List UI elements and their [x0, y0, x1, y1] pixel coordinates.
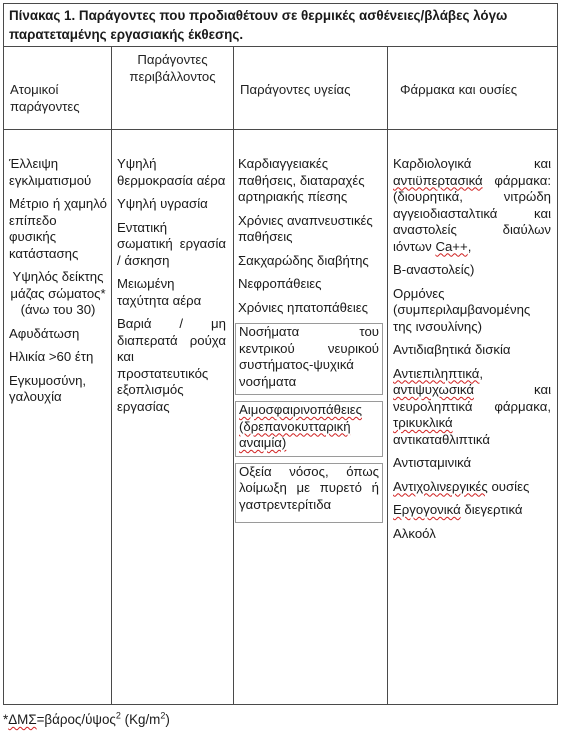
header-environment-factors: Παράγοντες περιβάλλοντος	[129, 52, 216, 84]
text-span: διεγερτικά	[460, 502, 523, 517]
footnote	[3, 711, 170, 729]
misspelled-word: Αντιχολινεργικές	[393, 478, 488, 494]
column-individual-factors	[3, 156, 111, 413]
header-drugs-substances: Φάρμακα και ουσίες	[400, 82, 518, 97]
text-span: ,	[467, 238, 472, 254]
header-individual-factors: Ατομικοί παράγοντες	[10, 82, 80, 114]
list-item: Ορμόνες (συμπεριλαμβανομένης της ινσουλίνης)	[393, 285, 531, 334]
column-environment-factors	[111, 156, 232, 422]
list-item: Σακχαρώδης διαβήτης	[238, 252, 369, 268]
misspelled-word: Ca++	[435, 238, 468, 254]
column-health-factors	[233, 156, 386, 529]
list-item: Μέτριο ή χαμηλό επίπεδο φυσικής κατάστασης	[9, 196, 107, 261]
text-span: =βάρος/ύψος	[36, 712, 116, 727]
list-item	[393, 156, 551, 255]
list-item: Χρόνιες ηπατοπάθειες	[238, 299, 369, 315]
list-item: Υψηλή υγρασία	[117, 196, 208, 211]
list-item: Υψηλή θερμοκρασία αέρα	[117, 156, 226, 188]
text-span: *	[3, 712, 9, 727]
list-item: Χρόνιες αναπνευστικές παθήσεις	[238, 212, 373, 244]
text-span: (Kg/m	[120, 712, 161, 727]
list-item: Μειωμένη ταχύτητα αέρα	[117, 276, 202, 308]
text-span: ,	[479, 365, 484, 381]
list-item	[393, 479, 551, 496]
misspelled-word: Αιμοσφαιρινοπάθειες (δρεπανοκυτταρική αναιμία)	[239, 402, 362, 450]
list-item: Εντατική σωματική εργασία / άσκηση	[117, 219, 226, 268]
text-span: Καρδιολογικά και	[393, 156, 551, 171]
misspelled-word: ΔΜΣ	[8, 712, 37, 727]
list-item: Έλλειψη εγκλιματισμού	[9, 156, 92, 188]
list-item: Β-αναστολείς)	[393, 262, 475, 277]
list-item	[393, 502, 551, 519]
header-health-factors: Παράγοντες υγείας	[240, 82, 351, 97]
misspelled-word: Εργογονικά	[393, 502, 461, 517]
superscript: 2	[115, 710, 121, 721]
list-item: Ηλικία >60 έτη	[9, 349, 94, 364]
list-item: Αντισταμινικά	[393, 455, 472, 470]
list-item: Νεφροπάθειες	[238, 276, 322, 291]
superscript: 2	[160, 710, 166, 721]
list-item: Οξεία νόσος, όπως λοίμωξη με πυρετό ή γαστρεντερίτιδα	[235, 463, 383, 523]
misspelled-word: Αντιεπιληπτικά	[393, 365, 480, 381]
list-item: Καρδιαγγειακές παθήσεις, διαταραχές αρτηριακής πίεσης	[238, 156, 365, 204]
list-item: Υψηλός δείκτης μάζας σώματος* (άνω του 30)	[10, 269, 106, 317]
list-item	[393, 366, 551, 449]
list-item: Βαριά / μη διαπερατά ρούχα και προστατευτικός εξοπλισμός εργασίας	[117, 316, 226, 414]
text-span: και νευροληπτικά φάρμακα,	[393, 382, 551, 414]
misspelled-word: αντιϋπερτασικά	[393, 172, 483, 188]
misspelled-word: τρικυκλικά	[393, 415, 453, 430]
column-drugs-substances	[387, 156, 557, 549]
text-span: αντικαταθλιπτικά	[393, 431, 490, 447]
list-item: Αλκοόλ	[393, 525, 436, 541]
table-title: Πίνακας 1. Παράγοντες που προδιαθέτουν σε θερμικές ασθένειες/βλάβες λόγω παρατεταμένης εργασιακής έκθεσης.	[4, 4, 557, 47]
list-item: Εγκυμοσύνη, γαλουχία	[9, 372, 87, 404]
list-item	[235, 401, 383, 457]
misspelled-word: αντιψυχωσικά	[393, 382, 474, 397]
text-span: )	[165, 712, 170, 727]
list-item: Αντιδιαβητικά δισκία	[393, 342, 511, 357]
text-span: ουσίες	[487, 478, 530, 494]
list-item: Αφυδάτωση	[9, 325, 80, 341]
list-item: Νοσήματα του κεντρικού νευρικού συστήματος-ψυχικά νοσήματα	[235, 323, 383, 395]
text-span: φάρμακα: (διουρητικά, νιτρώδη αγγειοδιασταλτικά και αναστολείς διαύλων ιόντων	[393, 172, 551, 254]
